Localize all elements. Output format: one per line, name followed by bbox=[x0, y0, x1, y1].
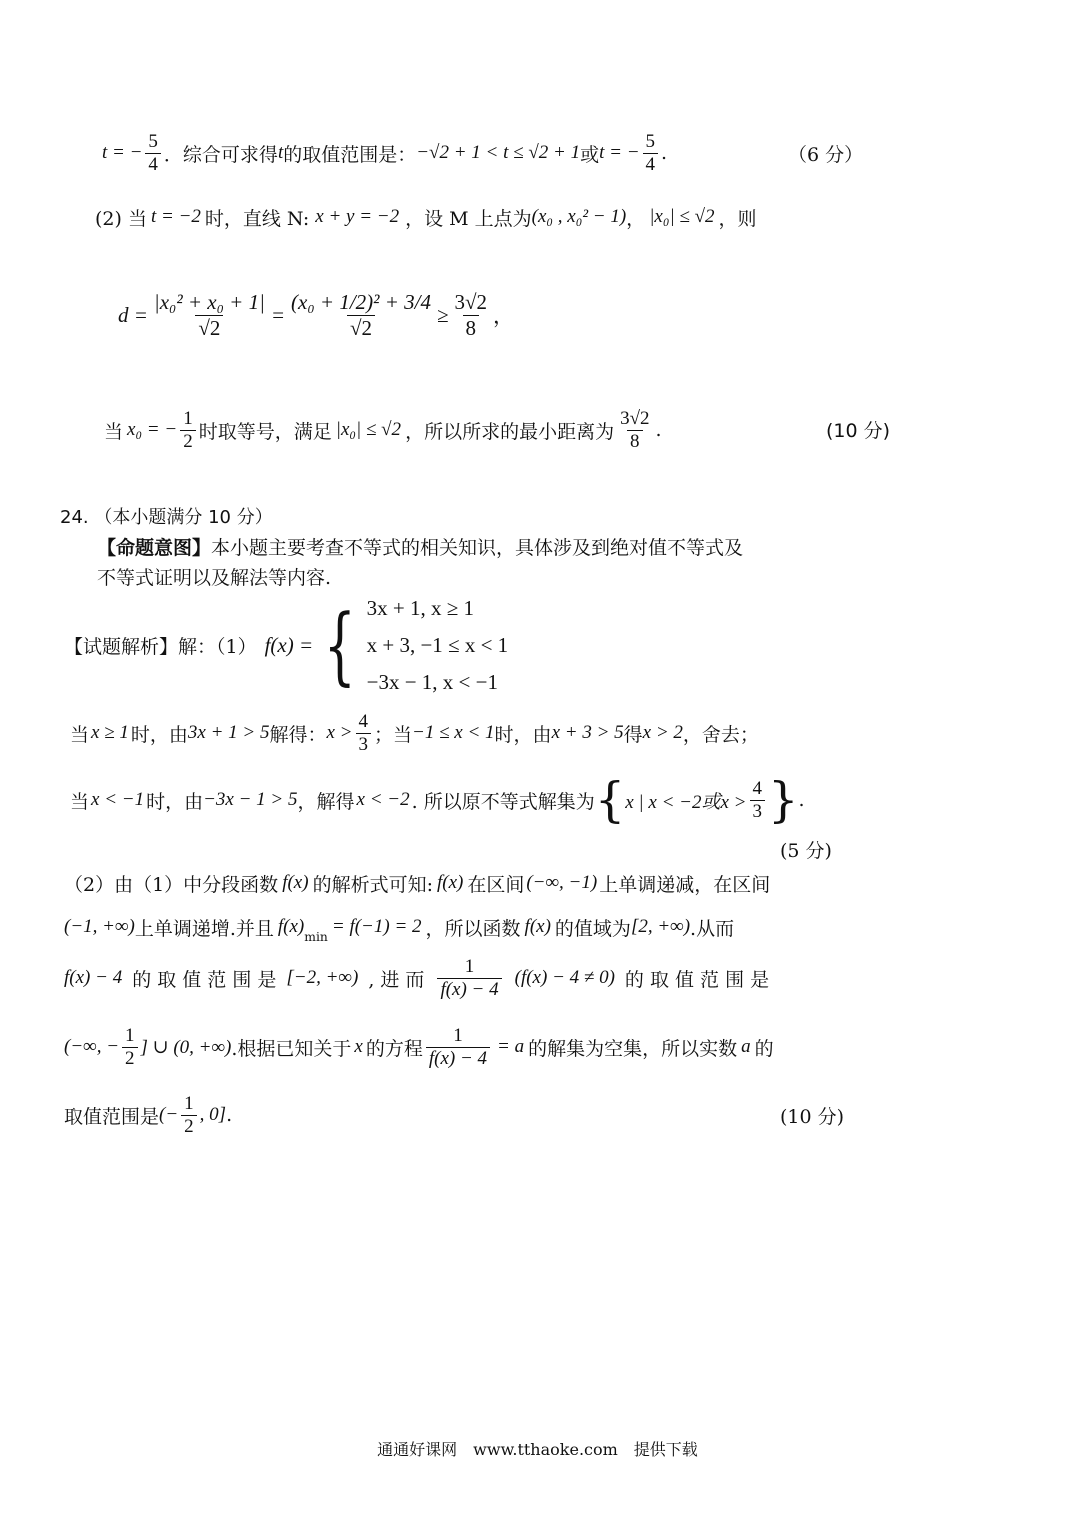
fraction-3sqrt2-8: $\frac{3√2}{8}$ bbox=[620, 407, 650, 452]
fraction-4-3: $\frac{4}{3}$ bbox=[750, 778, 766, 823]
right-brace-icon: } bbox=[768, 772, 799, 828]
part2-line-5: 取值范围是 (− $\frac{1}{2}$ , 0] . bbox=[64, 1092, 233, 1137]
fraction-1-2: $\frac{1}{2}$ bbox=[122, 1025, 138, 1070]
fraction-4-3: $\frac{4}{3}$ bbox=[356, 711, 372, 756]
intent-line-2: 不等式证明以及解法等内容. bbox=[97, 567, 332, 589]
fraction-distance-2: $\frac{\text{(x₀ + 1/2)² + 3/4}}{√2}$ bbox=[291, 290, 431, 340]
footer: 通通好课网 www.tthaoke.com 提供下载 bbox=[377, 1440, 698, 1459]
part2-line-3: f(x) − 4 的 取 值 范 围 是 [−2, +∞) , 进 而 $\frac{1}{f(x) - 4}$ (f(x) − 4 ≠ 0) 的 取 值 范 围 是 bbox=[64, 955, 770, 1000]
left-brace-icon: { bbox=[594, 772, 626, 828]
left-brace-icon: { bbox=[323, 596, 356, 694]
fraction-distance-1: $\frac{\text{|x₀² + x₀ + 1|}}{√2}$ bbox=[153, 290, 265, 340]
fraction-5-4: $\frac{5}{4}$ bbox=[643, 131, 659, 176]
line-part2-intro: (2) 当 t = −2 时，直线 N: x + y = −2 ，设 M 上点为 (x₀ , x₀² − 1) ， |x₀| ≤ √2 ，则 bbox=[95, 206, 757, 230]
solve-line-2: 当 x < −1 时，由 −3x − 1 > 5 ，解得 x < −2 . 所以原不等式解集为 { x | x < −2或x > $\frac{4}{3}$ } . bbox=[70, 772, 805, 828]
math-t-eq: t = − bbox=[102, 142, 143, 163]
math-range: −√2 + 1 < t ≤ √2 + 1 bbox=[416, 142, 581, 163]
line-t-range: t = − $\frac{5}{4}$ ．综合可求得 t 的取值范围是： −√2 + 1 < t ≤ √2 + 1 或 t = − $\frac{5}{4}$ . bbox=[102, 130, 668, 175]
piecewise-function: 【试题解析】解：（1） f(x) = { 3x + 1, x ≥ 1 x + 3, −1 ≤ x < 1 −3x − 1, x < −1 bbox=[64, 590, 508, 700]
score-5: (5 分) bbox=[780, 840, 832, 862]
part2-line-4: (−∞, − $\frac{1}{2}$ ] ∪ (0, +∞) .根据已知关于 x 的方程 $\frac{1}{f(x) - 4}$ = a 的解集为空集，所以实数 a 的 bbox=[64, 1024, 774, 1069]
part2-line-1: （2）由（1）中分段函数 f(x) 的解析式可知: f(x) 在区间 (−∞, −1) 上单调递减，在区间 bbox=[64, 872, 771, 896]
cases: 3x + 1, x ≥ 1 x + 3, −1 ≤ x < 1 −3x − 1, x < −1 bbox=[366, 595, 509, 694]
fraction-1-over-fx-minus-4: $\frac{1}{f(x) - 4}$ bbox=[426, 1025, 490, 1070]
fraction-1-2: $\frac{1}{2}$ bbox=[181, 1093, 197, 1138]
fraction-3sqrt2-8: $\frac{3√2}{8}$ bbox=[454, 290, 488, 340]
line-min-distance: 当 x₀ = − $\frac{1}{2}$ 时取等号，满足 |x₀| ≤ √2 ，所以所求的最小距离为 $\frac{3√2}{8}$ . bbox=[104, 407, 662, 452]
part2-line-2: (−1, +∞) 上单调递增.并且 f(x) $_{min}$ = f(−1) = 2 ，所以函数 f(x) 的值域为 [2, +∞) .从而 bbox=[64, 916, 735, 944]
text: ．综合可求得 bbox=[163, 143, 278, 166]
score-6: （6 分） bbox=[788, 144, 864, 166]
intent-line-1: 【命题意图】 本小题主要考查不等式的相关知识，具体涉及到绝对值不等式及 bbox=[97, 537, 744, 559]
solve-line-1: 当 x ≥ 1 时，由 3x + 1 > 5 解得： x > $\frac{4}{3}$ ；当 −1 ≤ x < 1 时，由 x + 3 > 5 得 x > 2 ，舍去； bbox=[70, 710, 759, 755]
fraction-1-over-fx-minus-4: $\frac{1}{f(x) - 4}$ bbox=[437, 956, 501, 1001]
line-distance: d = $\frac{\text{|x₀² + x₀ + 1|}}{√2}$ = $\frac{\text{(x₀ + 1/2)² + 3/4}}{√2}$ ≥ $\frac{3√2}{8}$ ， bbox=[118, 290, 515, 340]
fraction-1-2: $\frac{1}{2}$ bbox=[180, 408, 196, 453]
fraction-5-4: $\frac{5}{4}$ bbox=[145, 131, 161, 176]
question-24-heading: 24. （本小题满分 10 分） bbox=[60, 507, 273, 528]
score-10: (10 分) bbox=[780, 1106, 845, 1128]
score-10: (10 分) bbox=[826, 420, 891, 442]
